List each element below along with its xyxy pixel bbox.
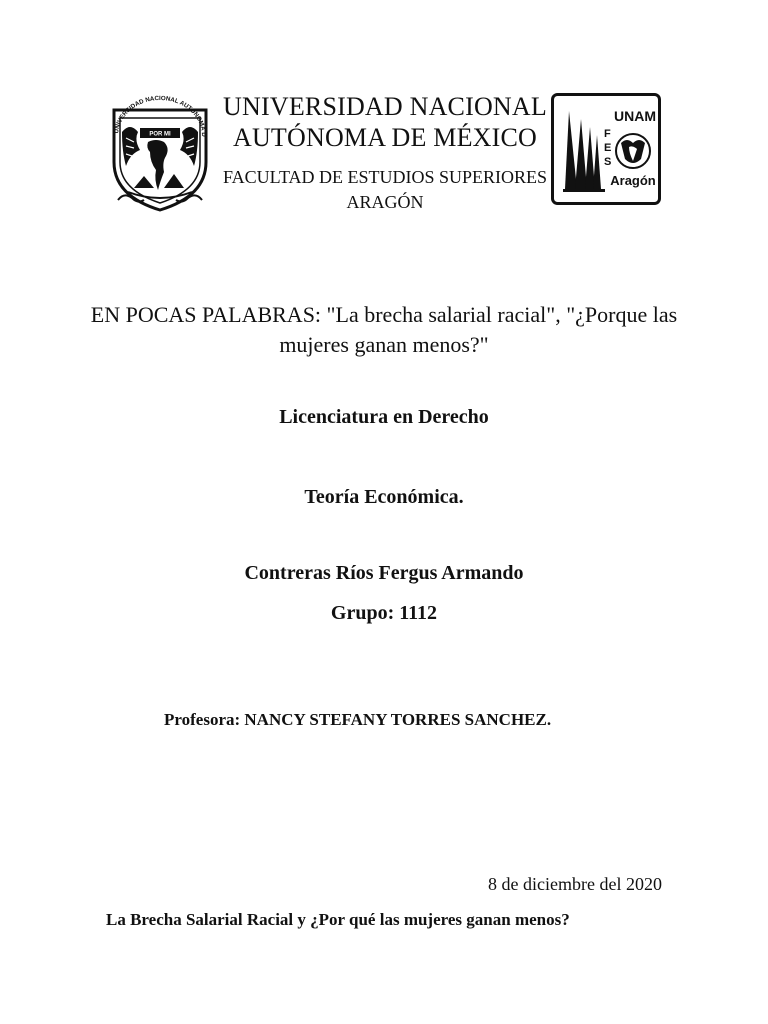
- svg-text:POR MI: POR MI: [149, 131, 171, 138]
- svg-text:UNIVERSIDAD NACIONAL AUTONOMA: UNIVERSIDAD NACIONAL AUTONOMA D: [113, 94, 208, 137]
- svg-text:E: E: [604, 142, 612, 154]
- group-number: Grupo: 1112: [330, 602, 438, 624]
- document-date: 8 de diciembre del 2020: [488, 874, 662, 894]
- svg-text:F: F: [604, 128, 611, 140]
- essay-heading: La Brecha Salarial Racial y ¿Por qué las mujeres ganan menos?: [106, 910, 570, 929]
- fes-aragon-logo-icon: [551, 93, 661, 205]
- student-name: Contreras Ríos Fergus Armando: [244, 562, 524, 584]
- document-title: EN POCAS PALABRAS: "La brecha salarial racial", "¿Porque las mujeres ganan menos?": [90, 302, 678, 357]
- svg-text:UNAM: UNAM: [614, 108, 656, 124]
- professor-name: Profesora: NANCY STEFANY TORRES SANCHEZ.: [164, 710, 552, 729]
- university-name: UNIVERSIDAD NACIONAL AUTÓNOMA DE MÉXICO: [223, 92, 547, 152]
- unam-seal-icon: [104, 92, 216, 214]
- degree-name: Licenciatura en Derecho: [279, 406, 489, 428]
- svg-text:S: S: [604, 156, 612, 168]
- svg-text:Aragón: Aragón: [610, 173, 656, 188]
- course-name: Teoría Económica.: [304, 486, 464, 508]
- faculty-name: FACULTAD DE ESTUDIOS SUPERIORES ARAGÓN: [222, 167, 548, 212]
